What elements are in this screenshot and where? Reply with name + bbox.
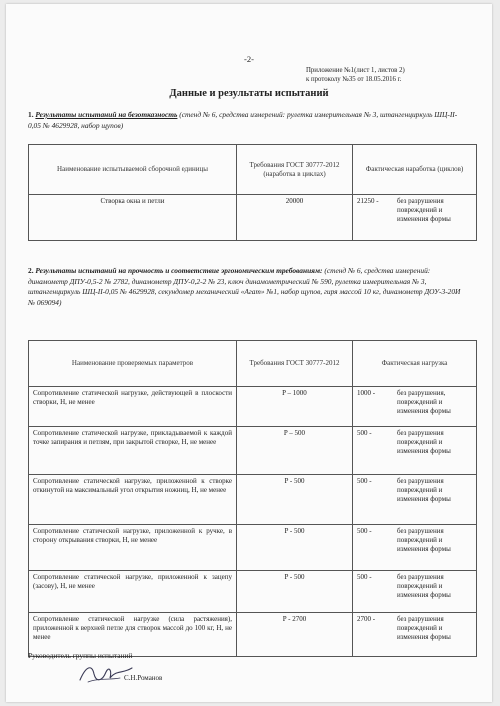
column-header: Наименование проверяемых параметров [29,341,237,387]
table-row [29,571,477,613]
cell-fact [353,427,477,475]
section-2-heading: Результаты испытаний на прочность и соответствие эргономическим требованиям: [35,266,323,275]
cell-fact [353,475,477,525]
cell-name: Сопротивление статической нагрузке, приложенной к створке откинутой на максимальный угол открытия ножниц, Н, не менее [29,475,237,525]
signature-label: Руководитель группы испытаний [28,651,133,660]
section-2-header [28,266,468,308]
section-1-number: 1. [28,110,34,119]
column-header: Наименование испытываемой сборочной единицы [29,145,237,195]
fact-text: без разрушения повреждений и изменения формы [397,477,451,503]
section-1-header [28,110,468,131]
column-header: Требования ГОСТ 30777-2012 (наработка в циклах) [237,145,353,195]
strength-table [28,340,477,657]
column-header: Фактическая наработка (циклов) [353,145,477,195]
signer-name: С.Н.Романов [124,674,163,682]
fact-value: 500 - [357,573,372,581]
fact-value: 500 - [357,527,372,535]
appendix-line-2: к протоколу №35 от 18.05.2016 г. [306,76,402,83]
cell-requirement: P – 1000 [237,387,353,427]
cell-fact [353,525,477,571]
section-1-heading: Результаты испытаний на безотказность [35,110,178,119]
table-row [29,195,477,241]
table-row [29,387,477,427]
fact-text: без разрушения повреждений и изменения формы [397,429,451,455]
table-row [29,427,477,475]
fact-value: 2700 - [357,615,376,623]
reliability-table [28,144,477,241]
cell-requirement: P - 500 [237,525,353,571]
cell-requirement: P - 500 [237,475,353,525]
fact-value: 21250 - [357,197,379,205]
cell-fact [353,387,477,427]
cell-fact [353,613,477,657]
cell-fact [353,195,477,241]
fact-text: без разрушения повреждений и изменения формы [397,197,451,223]
fact-text: без разрушения повреждений и изменения формы [397,615,451,641]
section-1-params: (стенд № 6, средства измерений: рулетка измерительная № 3, штангенциркуль ШЦ-II-0,05 № 4629928, набор щупов) [28,110,458,130]
fact-text: без разрушения, повреждений и изменения формы [397,389,451,415]
table-row [29,475,477,525]
table-row [29,613,477,657]
cell-name: Сопротивление статической нагрузке, приложенной к ручке, в сторону открывания створки, Н, не менее [29,525,237,571]
table-header-row [29,145,477,195]
cell-fact [353,571,477,613]
cell-requirement: P - 500 [237,571,353,613]
appendix-note [306,66,405,84]
cell-name: Сопротивление статической нагрузке (сила растяжения), приложенной к верхней петле для створок массой до 100 кг, Н, не менее [29,613,237,657]
table-row [29,525,477,571]
cell-requirement: P – 500 [237,427,353,475]
column-header: Фактическая нагрузка [353,341,477,387]
column-header: Требования ГОСТ 30777-2012 [237,341,353,387]
fact-value: 500 - [357,477,372,485]
section-2-params: (стенд № 6, средства измерений: динамометр ДПУ-0,5-2 № 2782, динамометр ДПУ-0,2-2 № 23, ключ динамометрический № 590, рулетка измерительная № 3, штангенциркуль ШЦ-II-0,05 № 4629928, секундомер механический «Агат» №1, набор щупов, гиря массой 10 кг, динамометр ДОУ-3-20И № 069094) [28,266,461,307]
page-title: Данные и результаты испытаний [169,88,329,99]
table-header-row [29,341,477,387]
section-2-number: 2. [28,266,34,275]
fact-text: без разрушения повреждений и изменения формы [397,573,451,599]
cell-requirement: P - 2700 [237,613,353,657]
fact-value: 500 - [357,429,372,437]
cell-name: Сопротивление статической нагрузке, действующей в плоскости створки, Н, не менее [29,387,237,427]
cell-name: Створка окна и петли [29,195,237,241]
document-page [6,4,492,702]
cell-name: Сопротивление статической нагрузке, приложенной к зацепу (засову), Н, не менее [29,571,237,613]
appendix-line-1: Приложение №1(лист 1, листов 2) [306,67,405,74]
fact-text: без разрушения повреждений и изменения формы [397,527,451,553]
cell-name: Сопротивление статической нагрузке, прикладываемой к каждой точке запирания и петлям, при закрытой створке, Н, не менее [29,427,237,475]
fact-value: 1000 - [357,389,376,397]
cell-requirement: 20000 [237,195,353,241]
page-number: -2- [244,54,254,64]
